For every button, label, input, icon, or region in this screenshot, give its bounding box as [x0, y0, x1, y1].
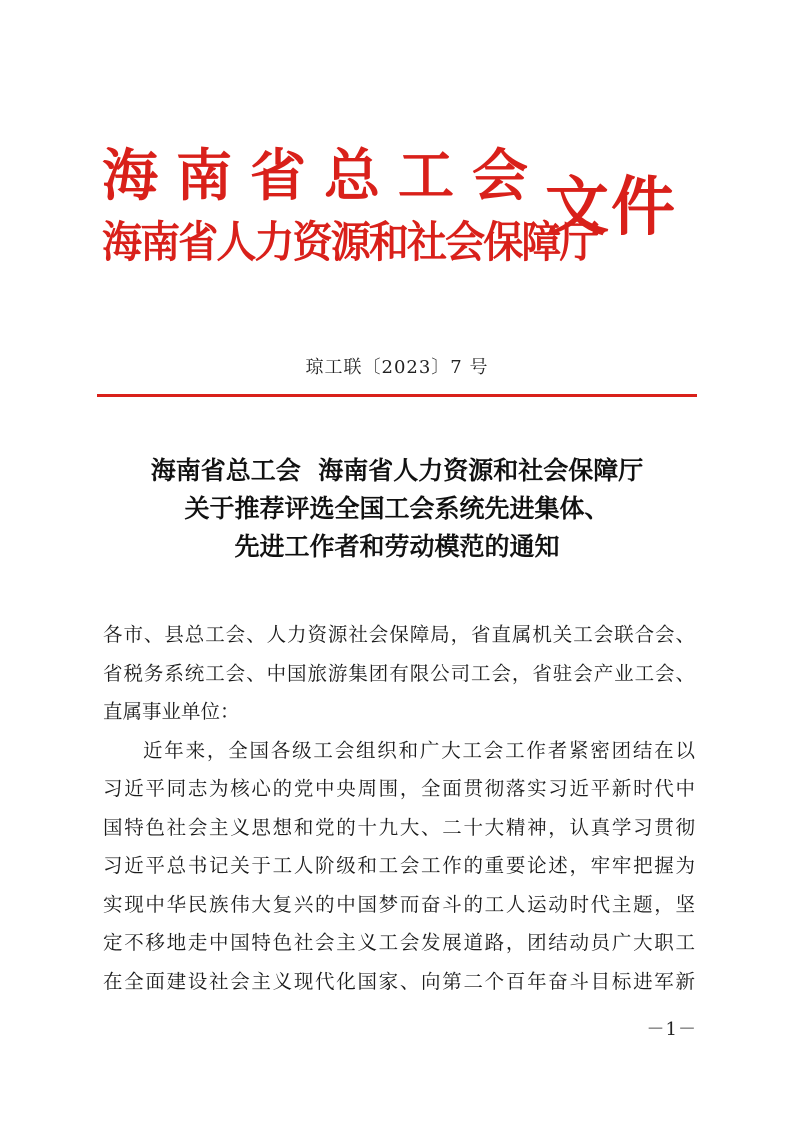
title-line: 先进工作者和劳动模范的通知 — [234, 532, 560, 561]
document-body — [103, 616, 695, 1001]
recipients-line: 省税务系统工会、中国旅游集团有限公司工会，省驻会产业工会、 — [103, 661, 695, 685]
recipients-line: 直属事业单位： — [103, 700, 240, 723]
masthead — [102, 140, 702, 280]
title-line: 关于推荐评选全国工会系统先进集体、 — [184, 494, 610, 523]
masthead-doc-type: 文件 — [545, 170, 677, 245]
paragraph-line: 定不移地走中国特色社会主义工会发展道路，团结动员广大职工 — [103, 931, 695, 954]
paragraph-line: 习近平同志为核心的党中央周围，全面贯彻落实习近平新时代中 — [103, 777, 695, 800]
paragraph-line: 国特色社会主义思想和党的十九大、二十大精神，认真学习贯彻 — [103, 815, 695, 839]
paragraph-line: 实现中华民族伟大复兴的中国梦而奋斗的工人运动时代主题，坚 — [103, 892, 695, 916]
recipients-block — [103, 616, 695, 732]
document-title — [60, 452, 734, 566]
document-number: 琼工联〔2023〕7 号 — [305, 357, 489, 378]
paragraph-line: 在全面建设社会主义现代化国家、向第二个百年奋斗目标进军新 — [103, 969, 695, 993]
masthead-org-line-1: 海南省总工会 — [102, 143, 546, 209]
red-separator-rule — [97, 394, 697, 397]
recipients-line: 各市、县总工会、人力资源社会保障局，省直属机关工会联合会、 — [103, 623, 695, 646]
title-line: 海南省总工会 海南省人力资源和社会保障厅 — [150, 456, 644, 485]
masthead-org-line-2: 海南省人力资源和社会保障厅 — [102, 218, 598, 268]
page-number: －1－ — [646, 1019, 697, 1040]
paragraph-line: 近年来，全国各级工会组织和广大工会工作者紧密团结在以 — [143, 738, 695, 762]
paragraph-line: 习近平总书记关于工人阶级和工会工作的重要论述，牢牢把握为 — [103, 854, 695, 877]
paragraph-1 — [103, 732, 695, 1002]
